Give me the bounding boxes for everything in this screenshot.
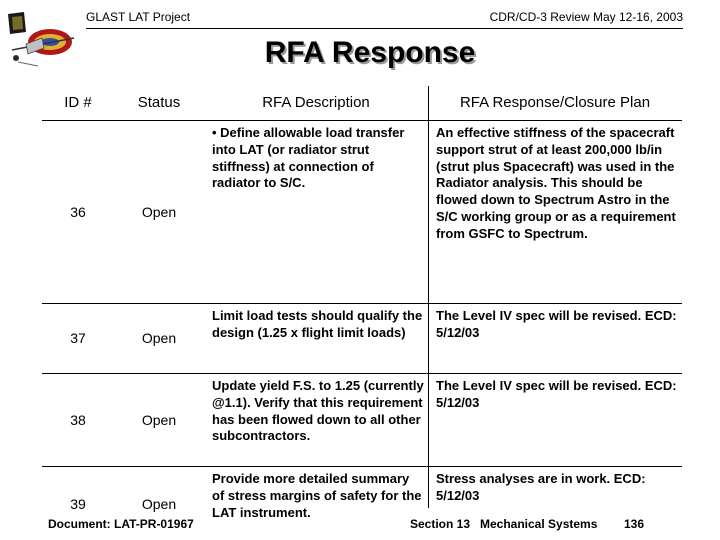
column-header-response: RFA Response/Closure Plan	[428, 86, 682, 121]
column-header-status: Status	[114, 86, 204, 121]
rfa-id: 38	[42, 374, 114, 467]
rfa-description: • Define allowable load transfer into LAT (or radiator strut stiffness) at connection of radiator to S/C.	[204, 121, 428, 304]
column-header-id: ID #	[42, 86, 114, 121]
column-header-description: RFA Description	[204, 86, 428, 121]
rfa-description: Update yield F.S. to 1.25 (currently @1.1). Verify that this requirement has been flowed down to all other subcontractors.	[204, 374, 428, 467]
rfa-status: Open	[114, 304, 204, 374]
rfa-status: Open	[114, 467, 204, 540]
section-label: Section 13	[410, 517, 471, 531]
rfa-status: Open	[114, 121, 204, 304]
rfa-id: 39	[42, 467, 114, 540]
table-header-row	[42, 86, 682, 121]
rfa-id: 36	[42, 121, 114, 304]
table-row	[42, 121, 682, 304]
rfa-response: The Level IV spec will be revised. ECD: 5/12/03	[428, 304, 682, 374]
page-title: RFA Response	[264, 36, 476, 69]
rfa-response: Stress analyses are in work. ECD: 5/12/03	[428, 467, 682, 540]
rfa-table	[42, 86, 682, 540]
page-number: 136	[624, 517, 645, 531]
table-row	[42, 304, 682, 374]
subsystem-label: Mechanical Systems	[480, 517, 598, 531]
header-rule	[86, 28, 683, 29]
rfa-status: Open	[114, 374, 204, 467]
review-name: CDR/CD-3 Review May 12-16, 2003	[489, 10, 683, 24]
rfa-response: An effective stiffness of the spacecraft support strut of at least 200,000 lb/in (strut plus Spacecraft) was used in the Radiator analysis. This should be flowed down to Spectrum Astro in the S/C working group or as a requirement from GSFC to Spectrum.	[428, 121, 682, 304]
rfa-id: 37	[42, 304, 114, 374]
rfa-description: Limit load tests should qualify the design (1.25 x flight limit loads)	[204, 304, 428, 374]
document-number: Document: LAT-PR-01967	[48, 517, 194, 531]
project-name: GLAST LAT Project	[86, 10, 191, 24]
rfa-description: Provide more detailed summary of stress margins of safety for the LAT instrument.	[204, 467, 428, 540]
table-row	[42, 374, 682, 467]
column-divider	[428, 86, 429, 508]
rfa-response: The Level IV spec will be revised. ECD: 5/12/03	[428, 374, 682, 467]
